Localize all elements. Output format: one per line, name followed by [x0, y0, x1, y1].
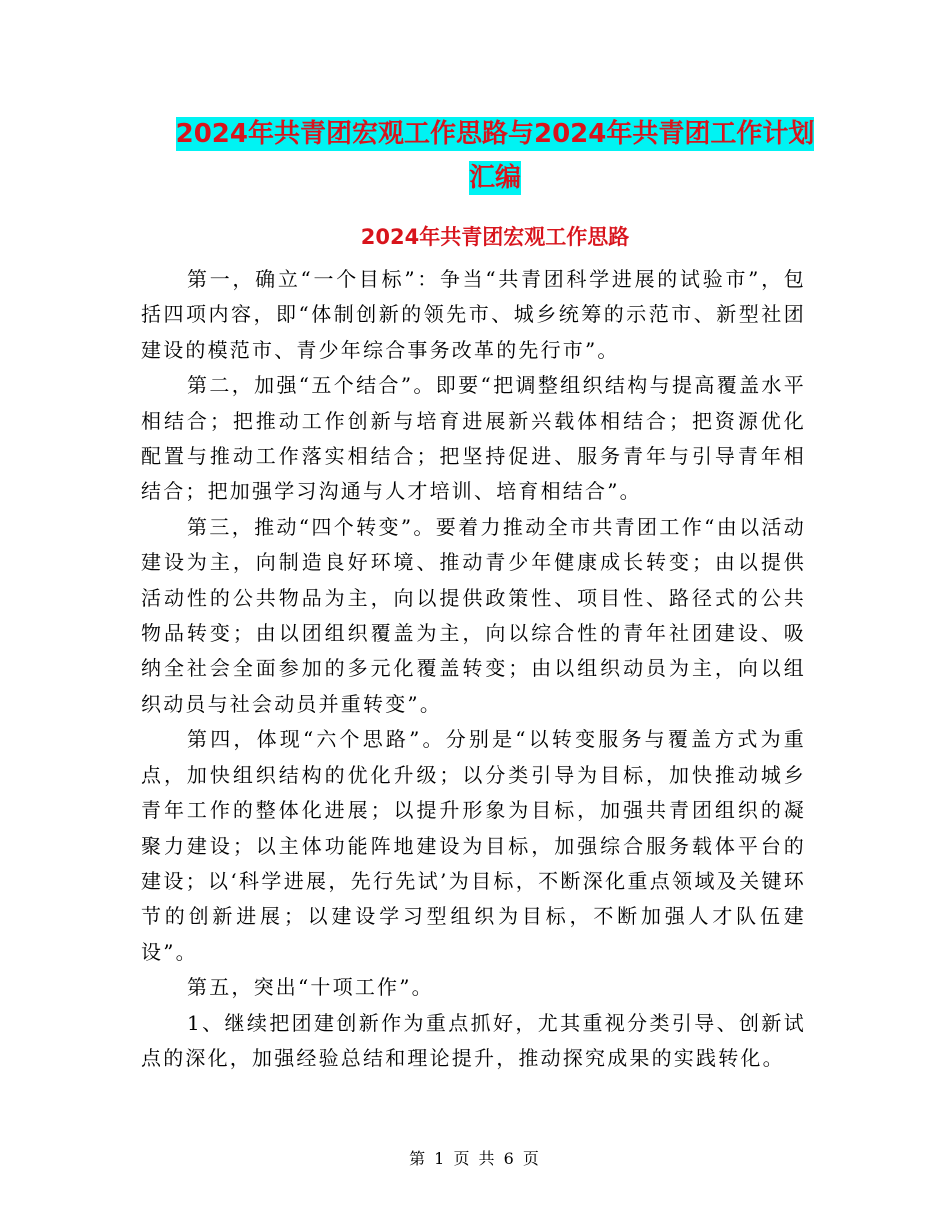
paragraph-1: 第一，确立“一个目标”：争当“共青团科学进展的试验市”，包括四项内容，即“体制创新的领先市、城乡统筹的示范市、新型社团建设的模范市、青少年综合事务改革的先行市”。	[141, 267, 806, 362]
paragraph-6: 1、继续把团建创新作为重点抓好，尤其重视分类引导、创新试点的深化，加强经验总结和理论提升，推动探究成果的实践转化。	[141, 1010, 806, 1070]
title-line-1: 2024年共青团宏观工作思路与2024年共青团工作计划	[175, 119, 815, 149]
paragraph-2: 第二，加强“五个结合”。即要“把调整组织结构与提高覆盖水平相结合；把推动工作创新与培育进展新兴载体相结合；把资源优化配置与推动工作落实相结合；把坚持促进、服务青年与引导青年相结合；把加强学习沟通与人才培训、培育相结合”。	[141, 373, 806, 504]
document-title	[140, 112, 850, 200]
paragraph-3: 第三，推动“四个转变”。要着力推动全市共青团工作“由以活动建设为主，向制造良好环境、推动青少年健康成长转变；由以提供活动性的公共物品为主，向以提供政策性、项目性、路径式的公共物品转变；由以团组织覆盖为主，向以综合性的青年社团建设、吸纳全社会全面参加的多元化覆盖转变；由以组织动员为主，向以组织动员与社会动员并重转变”。	[141, 514, 806, 716]
section-title: 2024年共青团宏观工作思路	[360, 225, 630, 249]
paragraph-4: 第四，体现“六个思路”。分别是“以转变服务与覆盖方式为重点，加快组织结构的优化升级；以分类引导为目标，加快推动城乡青年工作的整体化进展；以提升形象为目标，加强共青团组织的凝聚力建设；以主体功能阵地建设为目标，加强综合服务载体平台的建设；以‘科学进展，先行先试’为目标，不断深化重点领域及关键环节的创新进展；以建设学习型组织为目标，不断加强人才队伍建设”。	[141, 727, 806, 964]
title-line-2: 汇编	[468, 163, 521, 193]
document-body	[141, 262, 806, 1076]
page-footer: 第 1 页 共 6 页	[409, 1149, 541, 1168]
paragraph-5: 第五，突出“十项工作”。	[187, 975, 434, 1000]
